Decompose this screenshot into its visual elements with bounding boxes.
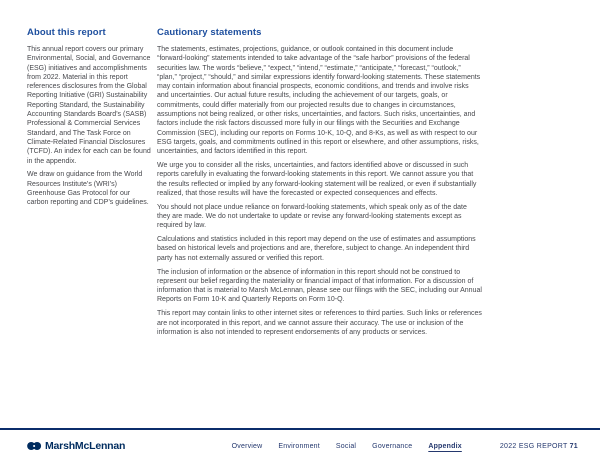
cautionary-heading: Cautionary statements xyxy=(157,27,262,38)
about-paragraph-2: We draw on guidance from the World Resources Institute’s (WRI’s) Greenhouse Gas Protocol for our carbon reporting and CDP’s guidelines. xyxy=(27,171,149,207)
nav-environment[interactable]: Environment xyxy=(278,442,320,450)
cautionary-paragraph-4: Calculations and statistics included in this report may depend on the use of estimates and assumptions based on historical levels and projections and are, therefore, subject to change. An independent third party has not externally assured or verified this report. xyxy=(157,236,476,262)
cautionary-paragraph-3: You should not place undue reliance on forward-looking statements, which speak only as of the date they are made. We do not undertake to update or revise any forward-looking statements except as required by law. xyxy=(157,203,467,230)
cautionary-paragraph-5: The inclusion of information or the absence of information in this report should not be construed to represent our belief regarding the materiality or financial impact of that information. For a discussion of information that is material to Marsh McLennan, please see our filings with the SEC, including our Annual Reports on Form 10-K and Quarterly Reports on Form 10-Q. xyxy=(157,268,482,304)
cautionary-paragraph-2: We urge you to consider all the risks, uncertainties, and factors identified above or discussed in such reports carefully in evaluating the forward-looking statements in this report. We cannot assure you that the results reflected or implied by any forward-looking statement will be realized, or even if substantially realized, that those results will have the forecasted or expected consequences and effects. xyxy=(157,162,477,197)
about-heading: About this report xyxy=(27,27,106,38)
cautionary-paragraph-1: The statements, estimates, projections, guidance, or outlook contained in this document include “forward-looking” statements intended to take advantage of the “safe harbor” provisions of the federal securities law. The words “believe,” “expect,” “intend,” “estimate,” “anticipate,” “forecast,” “outlook,” “plan,” “project,” “should,” and similar expressions identify forward-looking statements. These statements may contain information about financial prospects, economic conditions, and trends and involve risks and uncertainties. Our actual future results, including the achievement of our targets, goals, or commitments, could differ materially from our projected results due to changes in circumstances, assumptions not being realized, or other risks, uncertainties, and factors. Such risks, uncertainties, and factors include the risk factors discussed more fully in our filings with the Securities and Exchange Commission (SEC), including our reports on Forms 10-K, 10-Q, and 8-Ks, as well as with respect to our ESG targets, goals, and commitments outlined in this report or elsewhere, and other assumptions, risks, uncertainties, and factors identified in this report. xyxy=(157,46,481,156)
report-label-text: 2022 ESG REPORT xyxy=(499,442,568,450)
marsh-mclennan-logo xyxy=(27,440,125,452)
nav-overview[interactable]: Overview xyxy=(231,442,263,450)
marsh-mclennan-logo-text: MarshMcLennan xyxy=(45,440,126,452)
marsh-mclennan-logo-icon xyxy=(27,441,42,451)
footer-navigation xyxy=(232,443,462,450)
page-number: 71 xyxy=(569,442,578,450)
about-this-report-section xyxy=(27,27,151,212)
about-paragraph-1: This annual report covers our primary Environmental, Social, and Governance (ESG) initiatives and accomplishments from 2022. Material in this report references disclosures from the Global Reporting Initiative (GRI) Sustainability Reporting Standard, the Sustainability Accounting Standards Board’s (SASB) Professional & Commercial Services Standard, and The Task Force on Climate-Related Financial Disclosures (TCFD). An index for each can be found in the appendix. xyxy=(27,46,151,165)
nav-appendix[interactable]: Appendix xyxy=(428,442,462,450)
nav-social[interactable]: Social xyxy=(335,442,357,450)
report-page-label xyxy=(500,443,578,450)
cautionary-statements-section xyxy=(157,27,482,342)
nav-governance[interactable]: Governance xyxy=(372,442,413,450)
footer-divider xyxy=(0,428,600,430)
footer xyxy=(27,437,578,455)
cautionary-paragraph-6: This report may contain links to other internet sites or references to third parties. Such links or references are not incorporated in this report, and we cannot assure their accuracy. The use or inclusion of the information is also not intended to represent endorsements of any products or services. xyxy=(157,310,482,336)
